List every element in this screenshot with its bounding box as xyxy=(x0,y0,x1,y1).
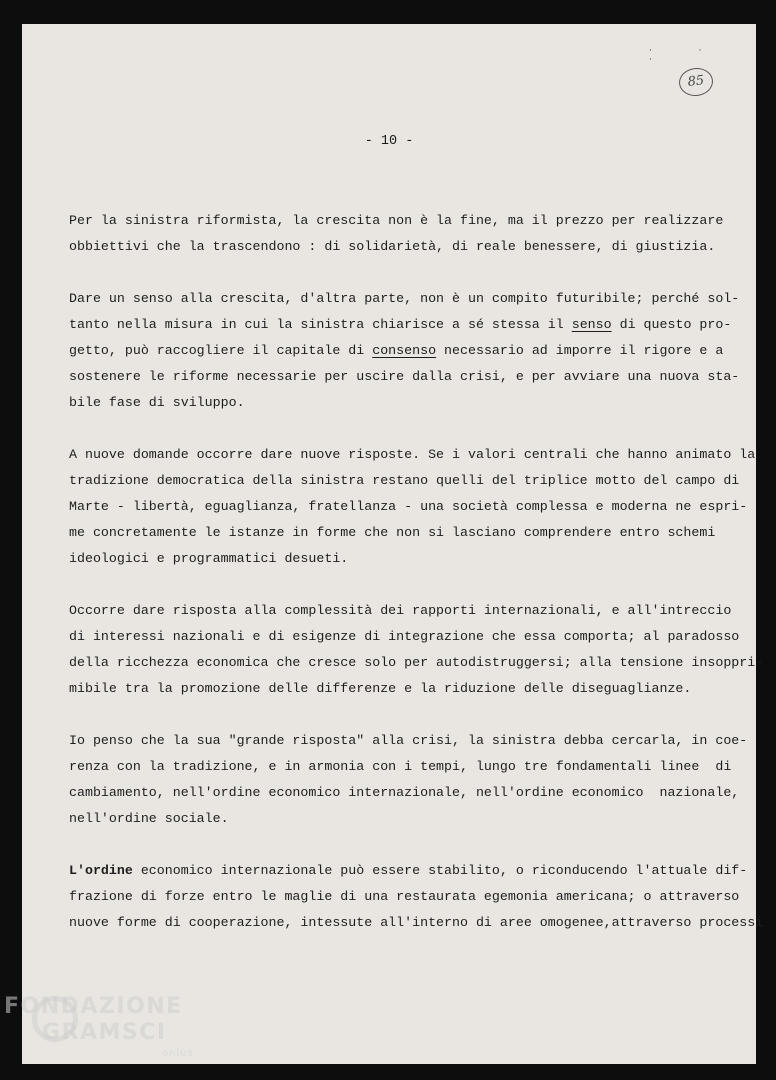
text-line: obbiettivi che la trascendono : di solidarietà, di reale benessere, di giustizia. xyxy=(69,239,716,254)
paper-specks: · · · xyxy=(648,46,723,64)
archive-page-mark: 85 xyxy=(678,66,715,97)
watermark-line2: GRAMSCI xyxy=(42,1020,167,1045)
text-line: renza con la tradizione, e in armonia con i tempi, lungo tre fondamentali linee di xyxy=(69,759,732,774)
text-line: Per la sinistra riformista, la crescita non è la fine, ma il prezzo per realizzare xyxy=(69,213,724,228)
text-line xyxy=(69,312,732,338)
text-segment: tanto nella misura in cui la sinistra chiarisce a sé stessa il xyxy=(69,317,572,332)
document-page xyxy=(22,24,764,1064)
text-line: nell'ordine sociale. xyxy=(69,811,229,826)
paragraph xyxy=(69,728,748,832)
paragraph xyxy=(69,858,764,936)
text-line: tradizione democratica della sinistra restano quelli del triplice motto del campo di xyxy=(69,473,740,488)
text-line: cambiamento, nell'ordine economico internazionale, nell'ordine economico nazionale, xyxy=(69,785,740,800)
text-line: Marte - libertà, eguaglianza, fratellanza - una società complessa e moderna ne espri- xyxy=(69,499,748,514)
text-line: Dare un senso alla crescita, d'altra parte, non è un compito futuribile; perché sol- xyxy=(69,291,740,306)
text-line: della ricchezza economica che cresce solo per autodistruggersi; alla tensione insoppri- xyxy=(69,655,764,670)
text-segment: economico internazionale può essere stabilito, o riconducendo l'attuale dif- xyxy=(132,863,748,878)
text-line: sostenere le riforme necessarie per uscire dalla crisi, e per avviare una nuova sta- xyxy=(69,369,740,384)
paragraph xyxy=(69,286,740,416)
text-line: Io penso che la sua "grande risposta" alla crisi, la sinistra debba cercarla, in coe- xyxy=(69,733,748,748)
text-line: me concretamente le istanze in forme che non si lasciano comprendere entro schemi xyxy=(69,525,716,540)
text-segment: di questo pro- xyxy=(611,317,732,332)
bold-text: L'ordine xyxy=(69,863,133,878)
text-segment: getto, può raccogliere il capitale di xyxy=(69,343,373,358)
paragraph xyxy=(69,598,764,702)
underlined-word: senso xyxy=(571,317,612,332)
text-line: frazione di forze entro le maglie di una restaurata egemonia americana; o attraverso xyxy=(69,889,740,904)
watermark-line1: FONDAZIONE xyxy=(4,994,183,1019)
text-line: bile fase di sviluppo. xyxy=(69,395,245,410)
text-line: A nuove domande occorre dare nuove risposte. Se i valori centrali che hanno animato la xyxy=(69,447,756,462)
paragraph xyxy=(69,208,729,260)
text-line: mibile tra la promozione delle differenze e la riduzione delle diseguaglianze. xyxy=(69,681,692,696)
text-line: di interessi nazionali e di esigenze di integrazione che essa comporta; al paradosso xyxy=(69,629,740,644)
text-line: Occorre dare risposta alla complessità dei rapporti internazionali, e all'intreccio xyxy=(69,603,732,618)
fondazione-gramsci-watermark xyxy=(4,994,194,1059)
text-line xyxy=(69,338,729,364)
text-line: ideologici e programmatici desueti. xyxy=(69,551,349,566)
body-text xyxy=(69,208,764,962)
text-segment: necessario ad imporre il rigore e a xyxy=(436,343,724,358)
text-line: nuove forme di cooperazione, intessute all'interno di aree omogenee,attraverso processi xyxy=(69,915,764,930)
watermark-suffix: onlus xyxy=(162,1048,194,1059)
underlined-word: consenso xyxy=(372,343,437,358)
text-line xyxy=(69,858,748,884)
paragraph xyxy=(69,442,756,572)
page-number: - 10 - xyxy=(364,134,414,149)
